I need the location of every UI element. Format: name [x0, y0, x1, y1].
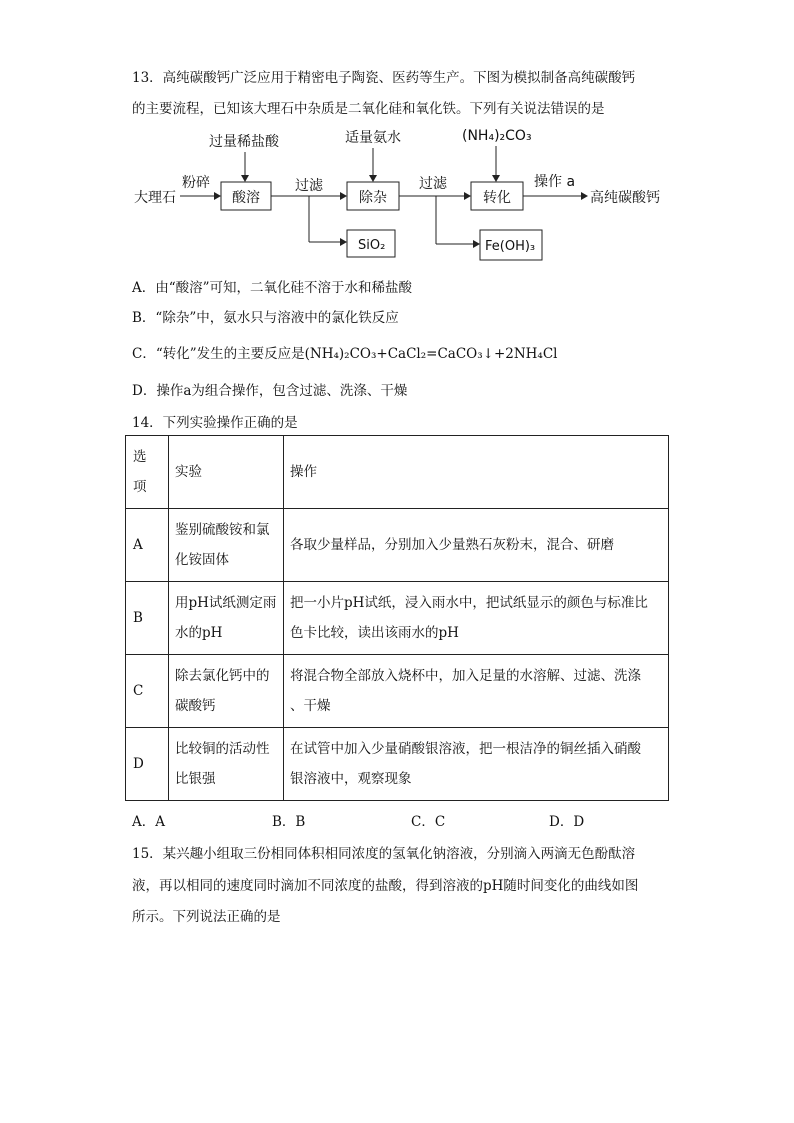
- box-sio2-label: SiO₂: [358, 238, 386, 253]
- box-impurity-removal-label: 除杂: [359, 190, 387, 206]
- q13-option-b: B．“除杂”中，氨水只与溶液中的氯化铁反应: [132, 310, 399, 326]
- row-operation: [284, 655, 669, 728]
- row-option: B: [126, 582, 169, 655]
- row-experiment: [169, 509, 284, 582]
- header-operation: 操作: [284, 436, 669, 509]
- step-filter1-label: 过滤: [295, 178, 323, 194]
- row-experiment-line2: 碳酸钙: [175, 698, 216, 714]
- q14-table: [125, 435, 669, 801]
- q14-choice-c: C．C: [411, 814, 446, 830]
- row-experiment: [169, 728, 284, 801]
- process-flow-diagram: [128, 120, 673, 268]
- q15-stem-line1: 15．某兴趣小组取三份相同体积相同浓度的氢氧化钠溶液，分别滴入两滴无色酚酞溶: [132, 846, 636, 862]
- q15-stem-line3: 所示。下列说法正确的是: [132, 909, 281, 925]
- row-experiment-line1: 用pH试纸测定雨: [175, 595, 277, 611]
- row-operation: [284, 728, 669, 801]
- arrowhead-operation-a: [581, 192, 588, 200]
- q14-choice-d: D．D: [549, 814, 585, 830]
- row-experiment-line2: 化铵固体: [175, 552, 229, 568]
- q13-stem-line1: 13．高纯碳酸钙广泛应用于精密电子陶瓷、医药等生产。下图为模拟制备高纯碳酸钙: [132, 70, 636, 86]
- table-row: [126, 509, 669, 582]
- q14-stem: 14．下列实验操作正确的是: [132, 415, 298, 431]
- row-experiment: [169, 655, 284, 728]
- q13-option-c: C．“转化”发生的主要反应是(NH₄)₂CO₃+CaCl₂=CaCO₃↓+2NH₄Cl: [132, 346, 558, 362]
- row-experiment-line1: 除去氯化钙中的: [175, 668, 270, 684]
- header-experiment: 实验: [169, 436, 284, 509]
- row-operation-line1: 在试管中加入少量硝酸银溶液，把一根洁净的铜丝插入硝酸: [290, 741, 641, 757]
- row-experiment-line2: 水的pH: [175, 625, 223, 641]
- step-operation-a-label: 操作 a: [534, 174, 576, 190]
- row-operation-line2: 色卡比较，读出该雨水的pH: [290, 625, 459, 641]
- table-header-row: [126, 436, 669, 509]
- arrowhead-reagent2: [369, 175, 377, 182]
- arrowhead-feoh3: [473, 240, 480, 248]
- header-option-char1: 选: [133, 449, 147, 465]
- header-option-char2: 项: [133, 479, 147, 495]
- row-experiment: [169, 582, 284, 655]
- step-crush-label: 粉碎: [182, 175, 210, 191]
- q14-choice-a: A．A: [132, 814, 165, 830]
- row-operation-line1: 把一小片pH试纸，浸入雨水中，把试纸显示的颜色与标准比: [290, 595, 648, 611]
- arrowhead-reagent1: [241, 175, 249, 182]
- row-option: D: [126, 728, 169, 801]
- start-marble-label: 大理石: [134, 190, 176, 206]
- row-operation: 各取少量样品，分别加入少量熟石灰粉末，混合、研磨: [284, 509, 669, 582]
- q13-stem-line2: 的主要流程，已知该大理石中杂质是二氧化硅和氧化铁。下列有关说法错误的是: [132, 101, 605, 117]
- box-feoh3-label: Fe(OH)₃: [485, 239, 536, 254]
- row-operation-line2: 、干燥: [290, 698, 331, 714]
- end-product-label: 高纯碳酸钙: [590, 190, 660, 206]
- header-option-cell: [126, 436, 169, 509]
- q13-option-a: A．由“酸溶”可知，二氧化硅不溶于水和稀盐酸: [132, 280, 413, 296]
- row-experiment-line1: 鉴别硫酸铵和氯: [175, 522, 270, 538]
- q13-option-d: D．操作a为组合操作，包含过滤、洗涤、干燥: [132, 383, 408, 399]
- row-option: C: [126, 655, 169, 728]
- row-operation-line2: 银溶液中，观察现象: [290, 771, 412, 787]
- reagent-hcl-label: 过量稀盐酸: [209, 134, 279, 150]
- table-row: [126, 728, 669, 801]
- table-row: [126, 655, 669, 728]
- row-option: A: [126, 509, 169, 582]
- table-row: [126, 582, 669, 655]
- q14-choice-b: B．B: [272, 814, 306, 830]
- q15-stem-line2: 液，再以相同的速度同时滴加不同浓度的盐酸，得到溶液的pH随时间变化的曲线如图: [132, 878, 639, 894]
- reagent-ammonia-label: 适量氨水: [345, 130, 401, 146]
- box-conversion-label: 转化: [483, 190, 511, 206]
- arrowhead-reagent3: [492, 175, 500, 182]
- reagent-ammonium-carbonate-label: (NH₄)₂CO₃: [462, 128, 532, 144]
- step-filter2-label: 过滤: [419, 176, 447, 192]
- row-experiment-line2: 比银强: [175, 771, 216, 787]
- arrowhead-filter2: [464, 192, 471, 200]
- arrowhead-filter1: [340, 192, 347, 200]
- arrowhead-sio2: [340, 238, 347, 246]
- row-experiment-line1: 比较铜的活动性: [175, 741, 270, 757]
- row-operation-line1: 将混合物全部放入烧杯中，加入足量的水溶解、过滤、洗涤: [290, 668, 641, 684]
- box-acid-dissolve-label: 酸溶: [232, 190, 260, 206]
- arrowhead-crush: [214, 192, 221, 200]
- row-operation: [284, 582, 669, 655]
